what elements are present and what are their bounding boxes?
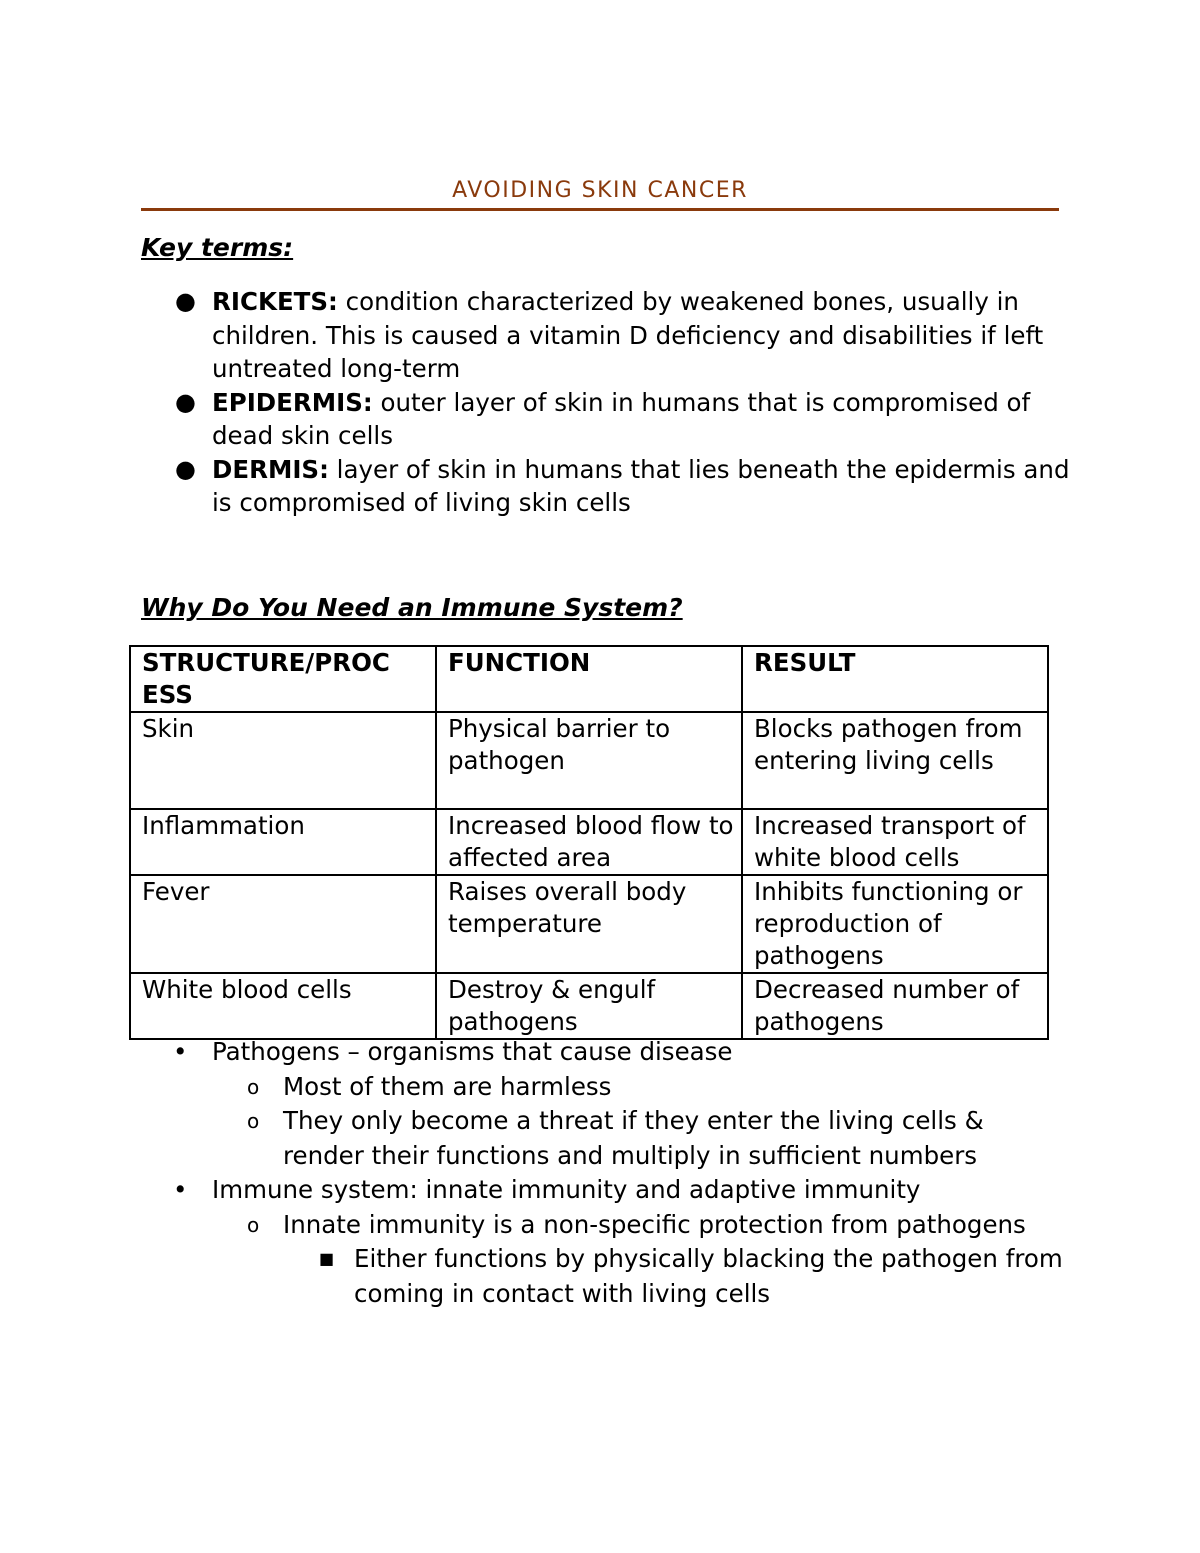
- term-definition: outer layer of skin in humans that is compromised of dead skin cells: [212, 387, 1031, 450]
- list-item-text: Most of them are harmless: [283, 1071, 612, 1101]
- key-term-item: [141, 285, 1071, 386]
- key-term-item: [141, 453, 1071, 520]
- bullet-icon: •: [173, 1037, 188, 1066]
- table-row: [130, 712, 1048, 809]
- notes-list: [141, 1035, 1071, 1311]
- term-label: RICKETS:: [212, 287, 338, 316]
- table-cell: Skin: [130, 712, 436, 809]
- table-row: [130, 973, 1048, 1039]
- list-item: [141, 1070, 1071, 1105]
- bullet-icon: ●: [175, 387, 196, 416]
- list-item-text: Innate immunity is a non-specific protection from pathogens: [283, 1209, 1026, 1239]
- table-cell: Raises overall body temperature: [436, 875, 742, 973]
- table-cell: Inhibits functioning or reproduction of pathogens: [742, 875, 1048, 973]
- column-header: STRUCTURE/PROC ESS: [130, 646, 436, 712]
- table-cell: Increased transport of white blood cells: [742, 809, 1048, 875]
- table-cell: Blocks pathogen from entering living cells: [742, 712, 1048, 809]
- square-bullet-icon: ■: [319, 1249, 335, 1268]
- column-header: FUNCTION: [436, 646, 742, 712]
- term-label: EPIDERMIS:: [212, 387, 373, 417]
- immune-system-heading: Why Do You Need an Immune System?: [141, 593, 683, 622]
- hollow-bullet-icon: o: [247, 1074, 260, 1099]
- term-definition: layer of skin in humans that lies beneath the epidermis and is compromised of living skin cells: [212, 454, 1070, 517]
- key-terms-list: [141, 285, 1071, 520]
- term-definition: condition characterized by weakened bones, usually in children. This is caused a vitamin D deficiency and disabilities if left untreated long-term: [212, 287, 1044, 383]
- key-term-item: [141, 386, 1071, 453]
- list-item-text: Immune system: innate immunity and adaptive immunity: [212, 1175, 921, 1204]
- table-cell: Decreased number of pathogens: [742, 973, 1048, 1039]
- table-cell: Inflammation: [130, 809, 436, 875]
- immune-table: [129, 645, 1049, 1040]
- table-row: [130, 875, 1048, 973]
- key-terms-heading: Key terms:: [141, 233, 294, 262]
- list-item: [141, 1173, 1071, 1208]
- hollow-bullet-icon: o: [247, 1212, 260, 1237]
- table-cell: White blood cells: [130, 973, 436, 1039]
- list-item-text: Either functions by physically blacking the pathogen from coming in contact with living cells: [354, 1244, 1063, 1308]
- list-item: [141, 1104, 1071, 1173]
- list-item-text: They only become a threat if they enter the living cells & render their functions and multiply in sufficient numbers: [283, 1106, 984, 1170]
- list-item: [141, 1242, 1071, 1311]
- table-cell: Destroy & engulf pathogens: [436, 973, 742, 1039]
- table-cell: Fever: [130, 875, 436, 973]
- table-cell: Physical barrier to pathogen: [436, 712, 742, 809]
- table-header-row: [130, 646, 1048, 712]
- list-item: [141, 1035, 1071, 1070]
- hollow-bullet-icon: o: [247, 1109, 260, 1133]
- term-label: DERMIS:: [212, 454, 329, 484]
- bullet-icon: •: [173, 1175, 188, 1204]
- table-cell: Increased blood flow to affected area: [436, 809, 742, 875]
- list-item-text: Pathogens – organisms that cause disease: [212, 1037, 733, 1066]
- document-title: AVOIDING SKIN CANCER: [452, 178, 748, 203]
- table-row: [130, 809, 1048, 875]
- column-header: RESULT: [742, 646, 1048, 712]
- title-underline: [141, 208, 1059, 211]
- bullet-icon: ●: [175, 454, 196, 483]
- bullet-icon: ●: [175, 287, 196, 315]
- list-item: [141, 1208, 1071, 1243]
